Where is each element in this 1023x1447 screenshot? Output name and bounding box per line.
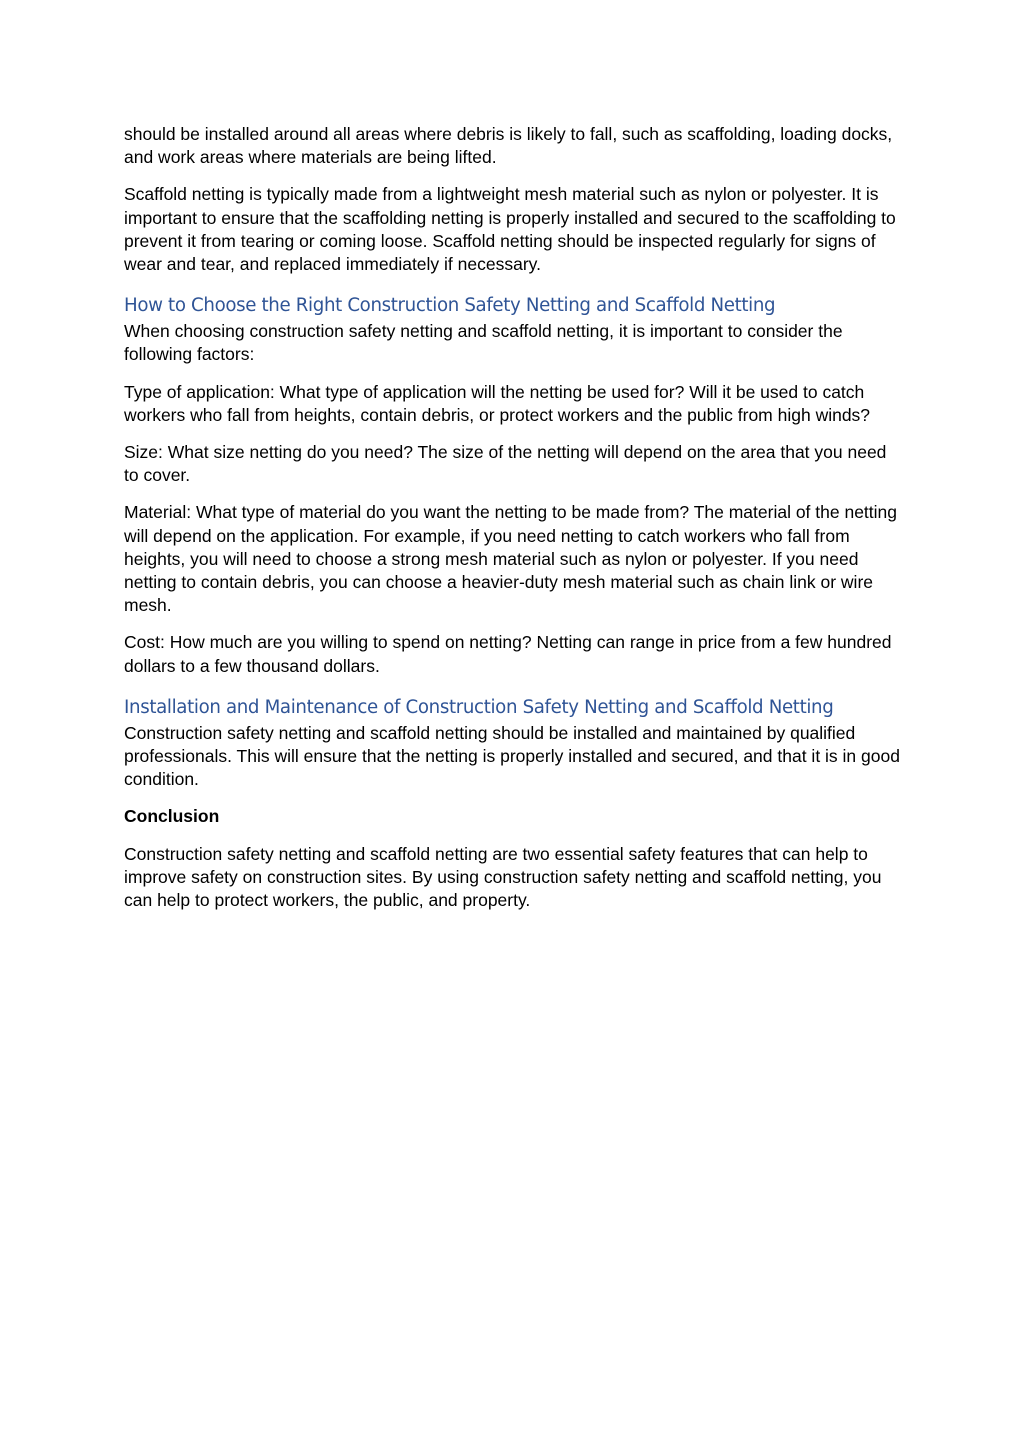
conclusion-heading: Conclusion [124,806,220,827]
factor-type-of-application: Type of application: What type of application will the netting be used for? Will it be used to catch workers who fall from heights, contain debris, or protect workers and the public from high winds? [124,381,871,425]
install-section-heading: Installation and Maintenance of Construction Safety Netting and Scaffold Netting [124,696,834,718]
factor-size: Size: What size netting do you need? The size of the netting will depend on the area that you need to cover. [124,442,887,486]
factor-material: Material: What type of material do you want the netting to be made from? The material of the netting will depend on the application. For example, if you need netting to catch workers who fall from heights, you will need to choose a strong mesh material such as nylon or polyester. If you need netting to contain debris, you can choose a heavier-duty mesh material such as chain link or wire mesh. [124,502,898,616]
factor-cost: Cost: How much are you willing to spend on netting? Netting can range in price from a few hundred dollars to a few thousand dollars. [124,632,892,676]
intro-paragraph-2: Scaffold netting is typically made from a lightweight mesh material such as nylon or polyester. It is important to ensure that the scaffolding netting is properly installed and secured to the scaffolding to prevent it from tearing or coming loose. Scaffold netting should be inspected regularly for signs of wear and tear, and replaced immediately if necessary. [124,184,896,275]
document-page [124,123,902,926]
conclusion-body: Construction safety netting and scaffold netting are two essential safety features that can help to improve safety on construction sites. By using construction safety netting and scaffold netting, you can help to protect workers, the public, and property. [124,843,882,911]
install-section-body: Construction safety netting and scaffold netting should be installed and maintained by qualified professionals. This will ensure that the netting is properly installed and secured, and that it is in good condition. [124,722,900,790]
choose-section-heading: How to Choose the Right Construction Safety Netting and Scaffold Netting [124,295,776,317]
intro-paragraph-1: should be installed around all areas where debris is likely to fall, such as scaffolding, loading docks, and work areas where materials are being lifted. [124,124,893,168]
choose-section-intro: When choosing construction safety netting and scaffold netting, it is important to consider the following factors: [124,321,843,365]
